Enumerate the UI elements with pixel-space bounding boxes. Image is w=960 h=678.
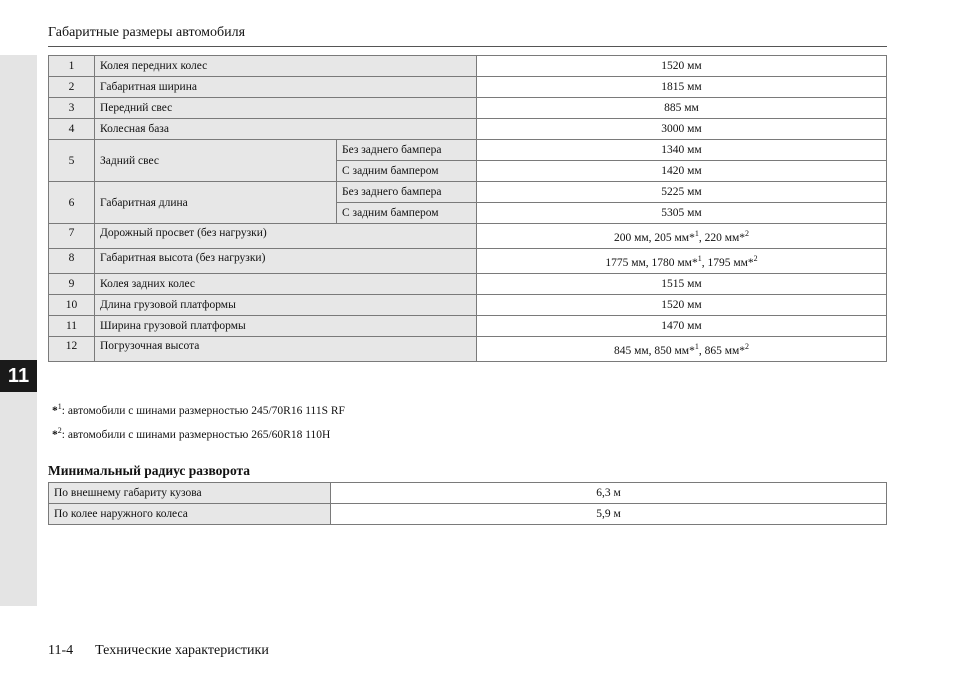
row-value: 6,3 м xyxy=(331,483,887,504)
table-row xyxy=(49,316,887,337)
row-parameter: Габаритная высота (без нагрузки) xyxy=(95,249,477,274)
row-value: 1815 мм xyxy=(477,77,887,98)
footnote: *$^2$: автомобили с шинами размерностью 265/60R18 110H xyxy=(52,425,331,441)
row-number: 7 xyxy=(49,224,95,249)
row-parameter: Колесная база xyxy=(95,119,477,140)
footer-section-title: Технические характеристики xyxy=(95,643,269,658)
row-number: 11 xyxy=(49,316,95,337)
row-value: 1470 мм xyxy=(477,316,887,337)
row-number: 5 xyxy=(49,140,95,182)
row-number: 2 xyxy=(49,77,95,98)
row-sub-parameter: С задним бампером xyxy=(337,203,477,224)
row-number: 9 xyxy=(49,274,95,295)
row-number: 8 xyxy=(49,249,95,274)
table-row xyxy=(49,140,887,161)
header-rule xyxy=(48,46,887,47)
table-row xyxy=(49,182,887,203)
row-parameter: Колея задних колес xyxy=(95,274,477,295)
row-value: 1520 мм xyxy=(477,56,887,77)
row-value: 1420 мм xyxy=(477,161,887,182)
row-parameter: Ширина грузовой платформы xyxy=(95,316,477,337)
row-parameter: Дорожный просвет (без нагрузки) xyxy=(95,224,477,249)
row-value: 5305 мм xyxy=(477,203,887,224)
row-value: 1775 мм, 1780 мм*$^1$, 1795 мм*$^2$ xyxy=(477,249,887,274)
row-value: 1515 мм xyxy=(477,274,887,295)
table-row xyxy=(49,504,887,525)
table-row xyxy=(49,337,887,362)
row-parameter: Габаритная ширина xyxy=(95,77,477,98)
footnote: *$^1$: автомобили с шинами размерностью 245/70R16 111S RF xyxy=(52,402,345,417)
page-footer xyxy=(48,643,269,659)
row-parameter: Габаритная длина xyxy=(95,182,337,224)
table-row xyxy=(49,483,887,504)
page-header-title: Габаритные размеры автомобиля xyxy=(48,25,246,40)
row-number: 4 xyxy=(49,119,95,140)
row-parameter: По колее наружного колеса xyxy=(49,504,331,525)
dimensions-table xyxy=(48,55,887,362)
row-value: 200 мм, 205 мм*$^1$, 220 мм*$^2$ xyxy=(477,224,887,249)
row-value: 1340 мм xyxy=(477,140,887,161)
row-sub-parameter: Без заднего бампера xyxy=(337,140,477,161)
row-value: 845 мм, 850 мм*$^1$, 865 мм*$^2$ xyxy=(477,337,887,362)
table-row xyxy=(49,274,887,295)
row-parameter: Погрузочная высота xyxy=(95,337,477,362)
turning-radius-table xyxy=(48,482,887,525)
row-number: 10 xyxy=(49,295,95,316)
row-value: 3000 мм xyxy=(477,119,887,140)
table-row xyxy=(49,224,887,249)
row-value: 885 мм xyxy=(477,98,887,119)
page-number: 11-4 xyxy=(48,643,74,658)
table-row xyxy=(49,77,887,98)
row-sub-parameter: Без заднего бампера xyxy=(337,182,477,203)
chapter-tab: 11 xyxy=(0,360,37,392)
row-parameter: Колея передних колес xyxy=(95,56,477,77)
row-number: 6 xyxy=(49,182,95,224)
row-value: 5,9 м xyxy=(331,504,887,525)
row-number: 3 xyxy=(49,98,95,119)
table-row xyxy=(49,295,887,316)
table-row xyxy=(49,98,887,119)
table-row xyxy=(49,249,887,274)
section-title: Минимальный радиус разворота xyxy=(48,463,251,478)
row-value: 5225 мм xyxy=(477,182,887,203)
row-parameter: Передний свес xyxy=(95,98,477,119)
row-sub-parameter: С задним бампером xyxy=(337,161,477,182)
row-number: 12 xyxy=(49,337,95,362)
row-number: 1 xyxy=(49,56,95,77)
row-value: 1520 мм xyxy=(477,295,887,316)
row-parameter: Длина грузовой платформы xyxy=(95,295,477,316)
chapter-side-strip xyxy=(0,55,37,606)
table-row xyxy=(49,56,887,77)
table-row xyxy=(49,119,887,140)
row-parameter: Задний свес xyxy=(95,140,337,182)
footnotes xyxy=(52,397,345,445)
row-parameter: По внешнему габариту кузова xyxy=(49,483,331,504)
